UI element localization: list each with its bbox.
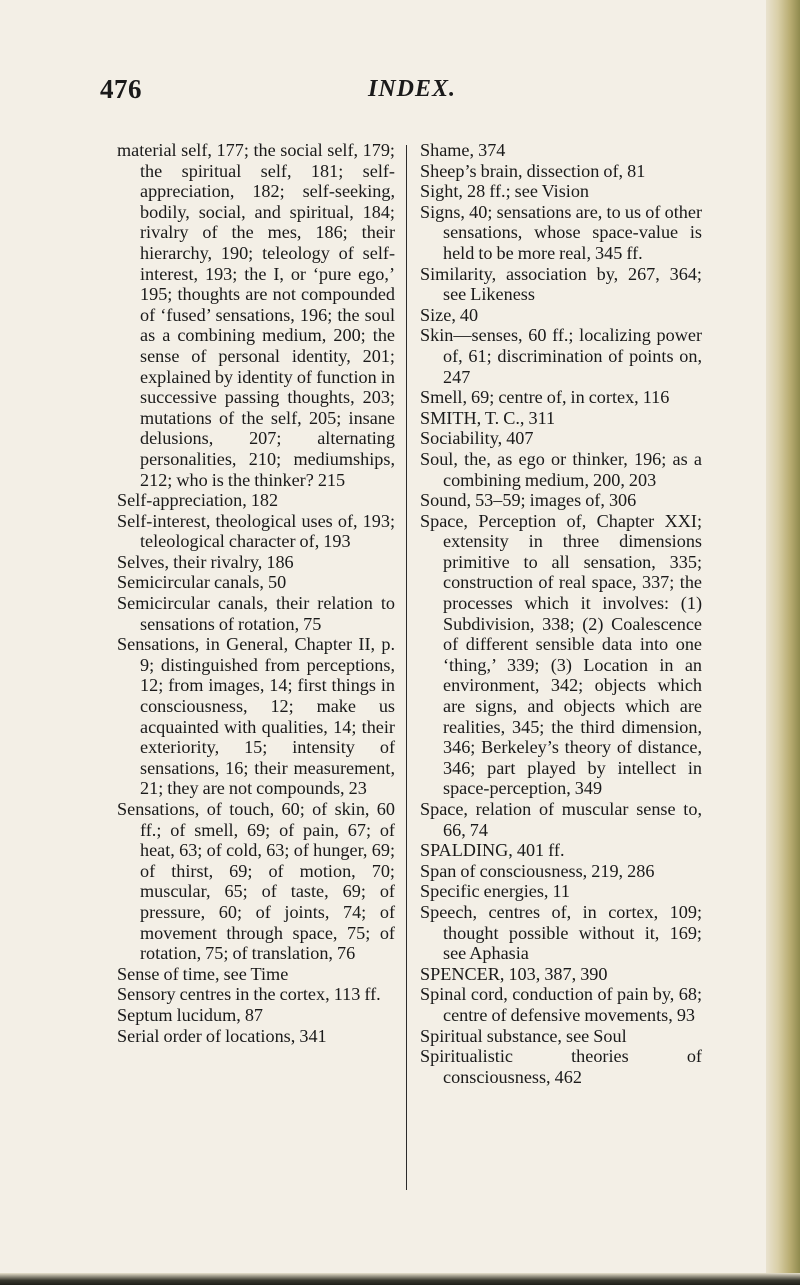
index-entry: Sense of time, see Time — [117, 963, 289, 984]
page-bottom-edge — [0, 1273, 800, 1285]
page-number: 476 — [100, 74, 142, 104]
index-entry: Spiritualistic theories of consciousness, 462 — [420, 1046, 702, 1087]
index-entry: Semicircular canals, their relation to sensations of rotation, 75 — [117, 593, 395, 634]
running-head: INDEX. — [368, 76, 457, 102]
column-divider — [406, 145, 407, 1190]
index-column-right — [420, 140, 702, 1087]
index-entry: Sociability, 407 — [420, 428, 534, 449]
index-entry: Shame, 374 — [420, 140, 506, 160]
index-entry: Soul, the, as ego or thinker, 196; as a combining medium, 200, 203 — [420, 448, 702, 490]
page-edge-shadow — [766, 0, 800, 1285]
index-entry: Self-appreciation, 182 — [117, 490, 279, 511]
index-entry: material self, 177; the social self, 179; the spiritual self, 181; self-appreciation, 182; self-seeking, bodily, social, and spiritual, 184; rivalry of the mes, 186; their hierarchy, 190; teleology of self-interest, 193; the I, or ‘pure ego,’ 195; thoughts are not compounded of ‘fused’ sensations, 196; the soul as a combining medium, 200; the sense of personal identity, 201; explained by identity of function in successive passing thoughts, 203; mutations of the self, 205; insane delusions, 207; alternating personalities, 210; mediumships, 212; who is the thinker? 215 — [117, 140, 395, 490]
index-entry: Sensory centres in the cortex, 113 ff. — [117, 984, 381, 1005]
index-entry: Signs, 40; sensations are, to us of other sensations, whose space-value is held to be more real, 345 ff. — [420, 201, 702, 263]
index-entry: Specific energies, 11 — [420, 881, 571, 902]
index-entry: Space, relation of muscular sense to, 66, 74 — [420, 799, 702, 840]
index-entry: Serial order of locations, 341 — [117, 1025, 327, 1046]
index-entry: Sensations, of touch, 60; of skin, 60 ff.; of smell, 69; of pain, 67; of heat, 63; of cold, 63; of hunger, 69; of thirst, 69; of motion, 70; muscular, 65; of taste, 69; of pressure, 60; of joints, 74; of movement through space, 75; of rotation, 75; of translation, 76 — [117, 799, 395, 964]
index-column-left — [117, 140, 395, 1046]
index-entry: Sheep’s brain, dissection of, 81 — [420, 160, 646, 181]
index-entry: Size, 40 — [420, 304, 479, 325]
index-entry: Self-interest, theological uses of, 193; teleological character of, 193 — [117, 510, 395, 552]
index-entry: Sound, 53–59; images of, 306 — [420, 490, 637, 511]
page-header — [100, 74, 690, 114]
index-entry: Selves, their rivalry, 186 — [117, 551, 294, 572]
index-entry: Spiritual substance, see Soul — [420, 1025, 627, 1046]
index-entry: SPALDING, 401 ff. — [420, 840, 565, 861]
index-entry: SPENCER, 103, 387, 390 — [420, 963, 608, 984]
index-entry: Spinal cord, conduction of pain by, 68; centre of defensive movements, 93 — [420, 984, 702, 1025]
index-entry: Speech, centres of, in cortex, 109; thought possible without it, 169; see Aphasia — [420, 901, 702, 964]
index-entry: Span of consciousness, 219, 286 — [420, 860, 655, 881]
index-entry: Skin—senses, 60 ff.; localizing power of, 61; discrimination of points on, 247 — [420, 325, 702, 387]
index-entry: Septum lucidum, 87 — [117, 1004, 264, 1025]
index-entry: Space, Perception of, Chapter XXI; extensity in three dimensions primitive to all sensation, 335; construction of real space, 337; the processes which it involves: (1) Subdivision, 338; (2) Coalescence of different sensible data into one ‘thing,’ 339; (3) Location in an environment, 342; objects which are signs, and objects which are realities, 345; the third dimension, 346; Berkeley’s theory of distance, 346; part played by intellect in space-perception, 349 — [420, 510, 702, 799]
index-entry: SMITH, T. C., 311 — [420, 407, 556, 428]
index-entry: Semicircular canals, 50 — [117, 572, 287, 593]
index-entry: Similarity, association by, 267, 364; see Likeness — [420, 263, 702, 305]
index-entry: Sight, 28 ff.; see Vision — [420, 181, 590, 202]
index-entry: Smell, 69; centre of, in cortex, 116 — [420, 387, 670, 408]
index-entry: Sensations, in General, Chapter II, p. 9; distinguished from perceptions, 12; from images, 14; first things in consciousness, 12; make us acquainted with qualities, 14; their exteriority, 15; intensity of sensations, 16; their measurement, 21; they are not compounds, 23 — [117, 634, 395, 799]
